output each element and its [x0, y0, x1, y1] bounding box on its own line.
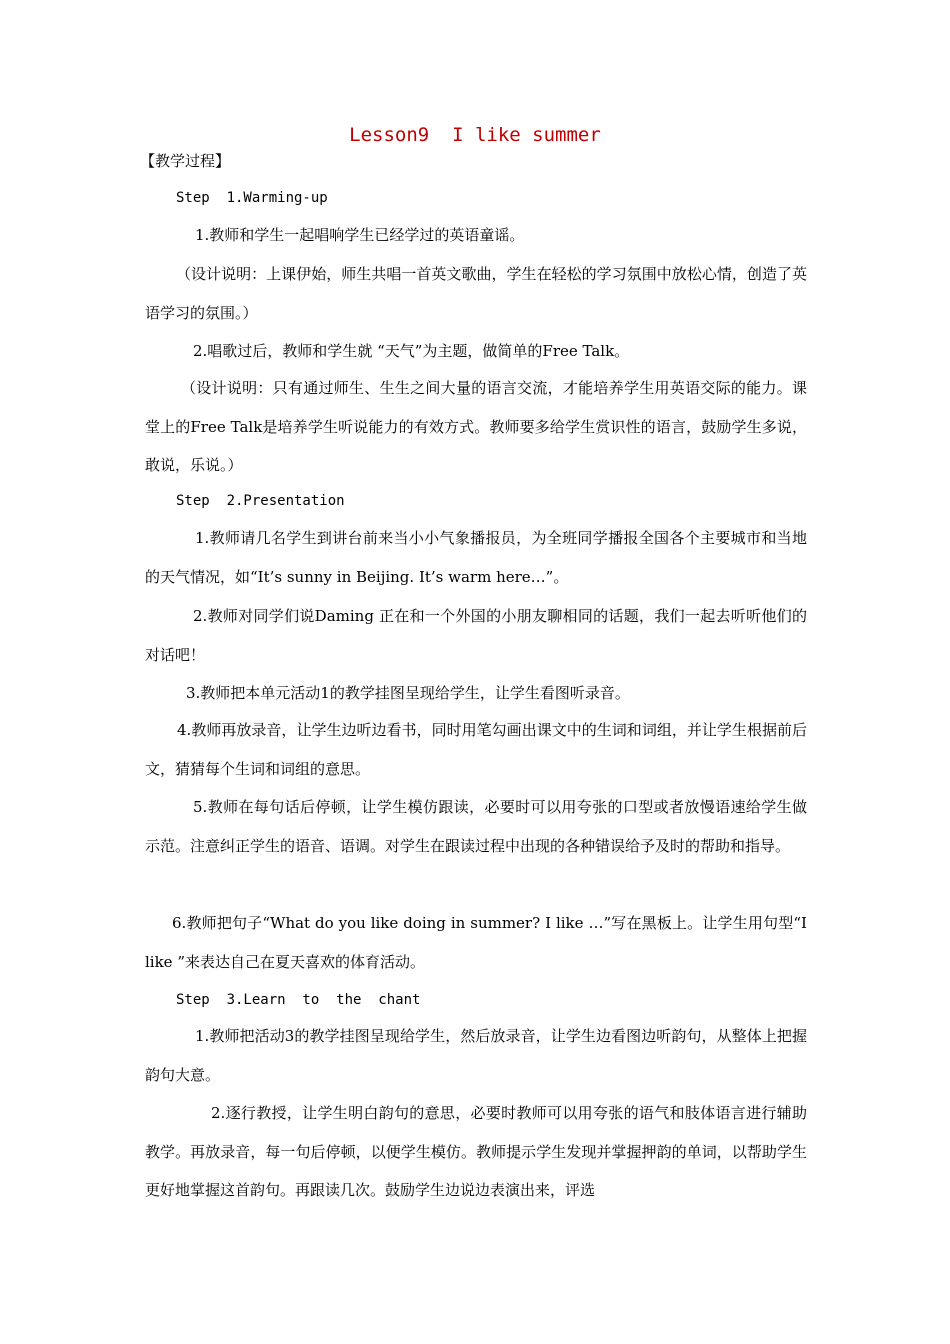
step2-paragraph-4: 4.教师再放录音，让学生边听边看书，同时用笔勾画出课文中的生词和词组，并让学生根据前后文，猜猜每个生词和词组的意思。 — [145, 721, 807, 778]
step2-paragraph-1: 1.教师请几名学生到讲台前来当小小气象播报员，为全班同学播报全国各个主要城市和当地的天气情况，如“It’s sunny in Beijing. It’s warm here…”。 — [145, 529, 807, 586]
section-heading: 【教学过程】 — [140, 152, 231, 170]
step1-design-note-1: （设计说明：上课伊始，师生共唱一首英文歌曲，学生在轻松的学习氛围中放松心情，创造了英语学习的氛围。） — [145, 265, 807, 322]
step1-paragraph-1: 1.教师和学生一起唱响学生已经学过的英语童谣。 — [195, 226, 525, 244]
step3-heading: Step 3.Learn to the chant — [176, 992, 421, 1008]
step3-paragraph-1: 1.教师把活动3的教学挂图呈现给学生，然后放录音，让学生边看图边听韵句，从整体上把握韵句大意。 — [145, 1027, 807, 1084]
step1-design-note-2: （设计说明：只有通过师生、生生之间大量的语言交流，才能培养学生用英语交际的能力。课堂上的Free Talk是培养学生听说能力的有效方式。教师要多给学生赏识性的语言，鼓励学生多说，敢说，乐说。） — [145, 379, 807, 474]
step3-paragraph-2: 2.逐行教授，让学生明白韵句的意思，必要时教师可以用夸张的语气和肢体语言进行辅助教学。再放录音，每一句后停顿，以便学生模仿。教师提示学生发现并掌握押韵的单词，以帮助学生更好地掌握这首韵句。再跟读几次。鼓励学生边说边表演出来，评选 — [145, 1104, 807, 1199]
step2-paragraph-2: 2.教师对同学们说Daming 正在和一个外国的小朋友聊相同的话题，我们一起去听听他们的对话吧！ — [145, 607, 807, 664]
step2-paragraph-5: 5.教师在每句话后停顿，让学生模仿跟读，必要时可以用夸张的口型或者放慢语速给学生做示范。注意纠正学生的语音、语调。对学生在跟读过程中出现的各种错误给予及时的帮助和指导。 — [145, 798, 807, 855]
step1-paragraph-2: 2.唱歌过后，教师和学生就 “天气”为主题，做简单的Free Talk。 — [193, 342, 630, 360]
step1-heading: Step 1.Warming-up — [176, 190, 328, 206]
lesson-title: Lesson9 I like summer — [349, 124, 601, 146]
step2-paragraph-3: 3.教师把本单元活动1的教学挂图呈现给学生，让学生看图听录音。 — [186, 684, 630, 702]
step2-heading: Step 2.Presentation — [176, 493, 345, 509]
step2-paragraph-6: 6.教师把句子“What do you like doing in summer? I like …”写在黑板上。让学生用句型“I like ”来表达自己在夏天喜欢的体育活动。 — [145, 914, 807, 971]
